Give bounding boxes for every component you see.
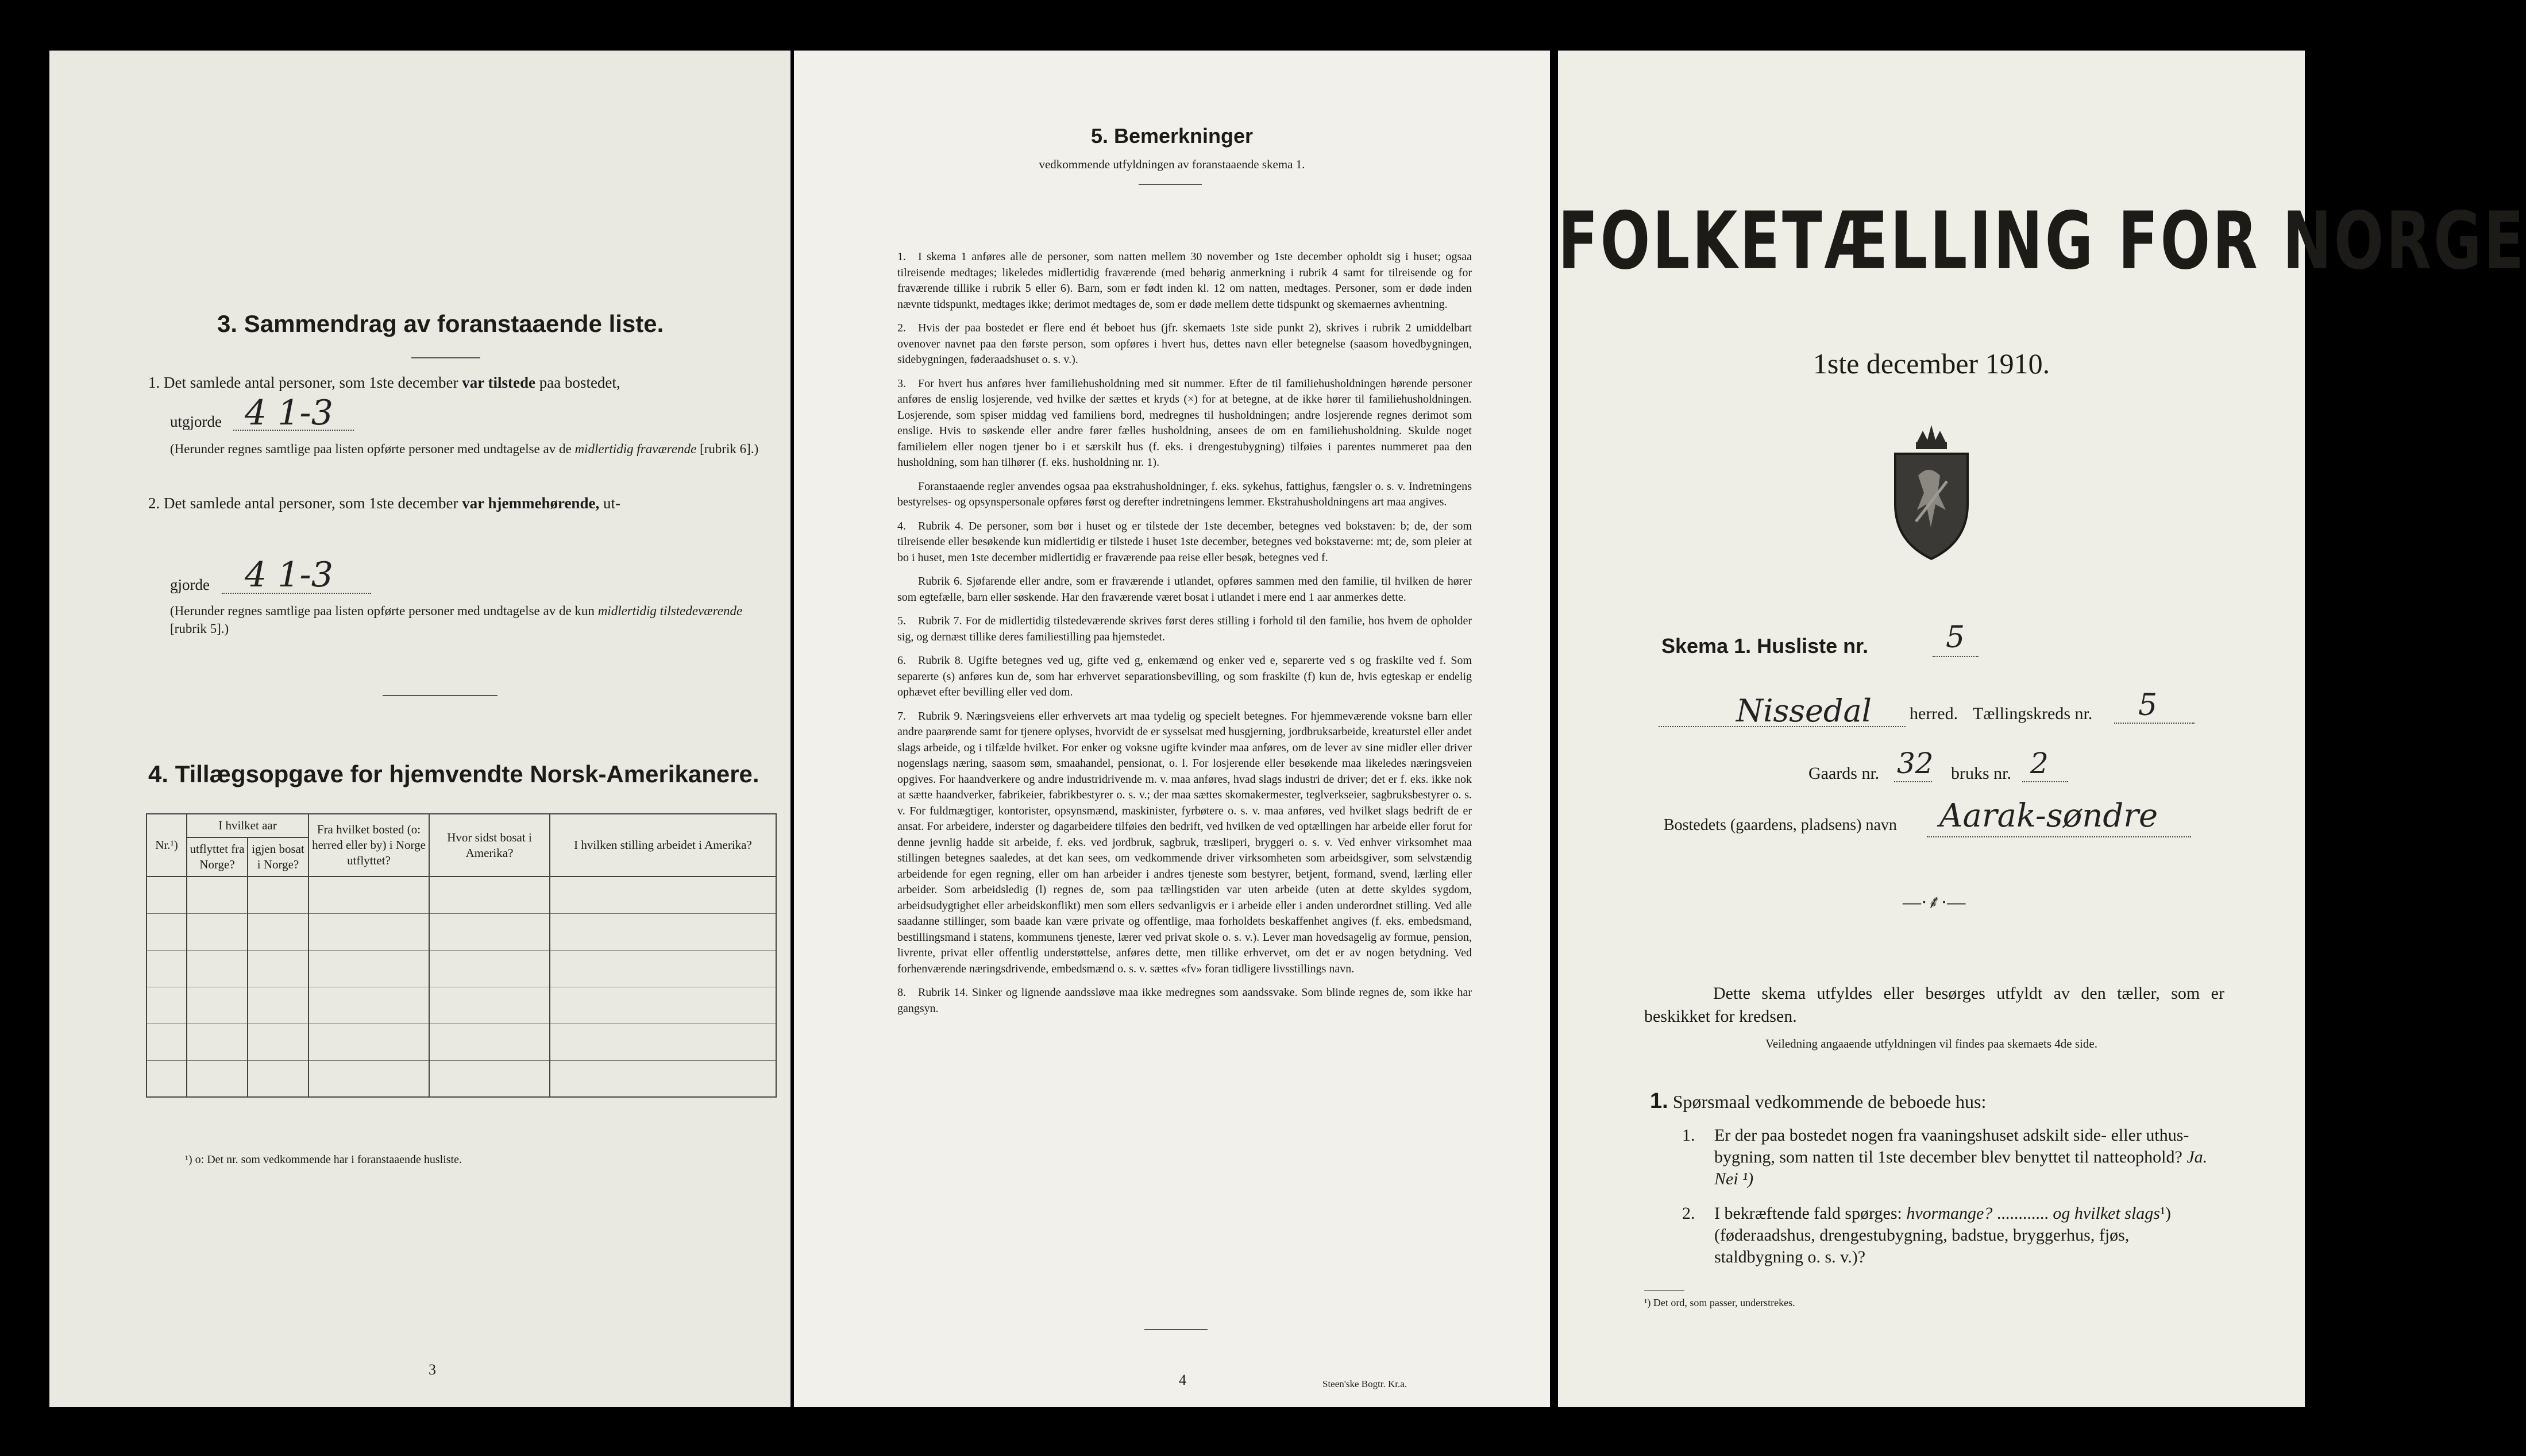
- fill-line: [1894, 781, 1932, 782]
- question-heading: 1. Spørsmaal vedkommende de beboede hus:: [1650, 1089, 1987, 1113]
- table-row: [146, 913, 776, 950]
- remark-paragraph: [897, 376, 1472, 471]
- remark-text: Rubrik 14. Sinker og lignende aandssløve maa ikke medregnes som aandssvake. Som blinde regnes de, som ikke har gangsyn.: [897, 986, 1472, 1015]
- kreds-value: 5: [2138, 688, 2158, 723]
- intro-note: Veiledning angaaende utfyldningen vil findes paa skemaets 4de side.: [1765, 1037, 2097, 1051]
- resident-count: 4 1-3: [245, 555, 333, 595]
- page-4: [794, 51, 1550, 1407]
- col-position: I hvilken stilling arbeidet i Amerika?: [550, 814, 776, 876]
- husliste-nr: 5: [1946, 620, 1965, 655]
- remark-number: 5.: [897, 615, 906, 627]
- table-row: [146, 950, 776, 987]
- remark-text: For hvert hus anføres hver familiehusholdning med sit nummer. Efter de til familiehusholdningen hørende personer anføres de enslig losjerende, ved hvilke der sættes et kryds (×) for at betegne, at de ikke hører til familiehusholdningen. Losjerende, som spiser middag ved familiens bord, medregnes til husholdningen; andre losjerende regnes derimot som enslige. Hvis to søskende eller andre fører fælles husholdning, ansees de om en familiehusholdning. Skulde noget familielem eller nogen tjener bo i et særskilt hus (f. eks. i drengestubygning) tilføies i parentes nummeret paa den husholdning, som han tilhører (f. eks. husholdning nr. 1).: [897, 377, 1472, 469]
- remark-number: 4.: [897, 519, 906, 532]
- remark-paragraph: [897, 320, 1472, 368]
- fill-line: [1933, 656, 1979, 657]
- bosted-label: Bostedets (gaardens, pladsens) navn: [1664, 816, 1897, 834]
- divider: [383, 695, 498, 696]
- bruks-label: bruks nr.: [1951, 764, 2011, 783]
- remark-text: Hvis der paa bostedet er flere end ét beboet hus (jfr. skemaets 1ste side punkt 2), skrives i rubrik 2 umiddelbart ovenover navnet paa den første person, som opføres i hvert hus, dettes navn eller betegnelse (saasom hovedbygningen, sidebygningen, føderaadshuset o. s. v.).: [897, 322, 1472, 366]
- remarks-heading: 5. Bemerkninger: [1090, 124, 1254, 148]
- kreds-label: Tællingskreds nr.: [1973, 704, 2093, 723]
- remark-text: I skema 1 anføres alle de personer, som natten mellem 30 november og 1ste december opholdt sig i huset; ogsaa tilreisende medtages; likeledes midlertidig fraværende (med behørig anmerkning i rubrik 4 samt for tilreisende og for fraværende tillike i rubrik 5 eller 6). Barn, som er født inden kl. 12 om natten, medtages. Personer, som er døde inden nævnte tidspunkt, medtages ikke; derimot medtages de, som er døde mellem dette tidspunkt og skemaernes avhentning.: [897, 250, 1472, 311]
- gaards-label: Gaards nr.: [1808, 764, 1880, 783]
- remark-text: Rubrik 8. Ugifte betegnes ved ug, gifte ved g, enkemænd og enker ved e, separerte ved s og fraskilte ved f. Som separerte (s) anføres kun de, som har erhvervet separationsbevilling, og som fraskilte (f) kun de, hvis egteskap er endelig ophævet efter bevilling eller ved dom.: [897, 654, 1472, 698]
- fill-line: [1927, 836, 2191, 837]
- table-row: [146, 1024, 776, 1060]
- remark-paragraph: [897, 653, 1472, 701]
- divider: [411, 357, 480, 358]
- remark-paragraph: [897, 709, 1472, 978]
- table-row: [146, 987, 776, 1024]
- section-4-heading: 4. Tillægsopgave for hjemvendte Norsk-Amerikanere.: [148, 760, 759, 787]
- remark-number: 2.: [897, 322, 906, 334]
- q1-answer: Ja. Nei ¹): [1714, 1148, 2208, 1188]
- section-3-heading: 3. Sammendrag av foranstaaende liste.: [217, 310, 664, 337]
- skema-label: Skema 1. Husliste nr.: [1661, 634, 1869, 658]
- summary-item-2: 2. Det samlede antal personer, som 1ste december var hjemmehørende, ut-: [148, 495, 620, 512]
- norway-coat-of-arms-icon: [1883, 418, 1980, 562]
- remark-text: Rubrik 4. De personer, som bør i huset og er tilstede der 1ste december, betegnes ved bokstaven: b; de, der som tilreisende eller besøkende kun midlertidig er tilstede i huset 1ste december, betegnes ved bokstaverne: mt; de, som pleier at bo i huset, men 1ste december midlertidig er fraværende paa reise eller besøk, betegnes ved f.: [897, 519, 1472, 564]
- present-count: 4 1-3: [245, 393, 333, 433]
- summary-item-1: 1. Det samlede antal personer, som 1ste december var tilstede paa bostedet,: [148, 374, 620, 391]
- remark-number: 6.: [897, 654, 906, 667]
- col-from: Fra hvilket bosted (o: herred eller by) i Norge utflyttet?: [308, 814, 429, 876]
- summary-note-2: (Herunder regnes samtlige paa listen opførte personer med undtagelse av de kun midlertidig tilstedeværende [rubrik 5].): [170, 604, 743, 636]
- remark-paragraph: [897, 519, 1472, 566]
- printer-imprint: Steen'ske Bogtr. Kr.a.: [1322, 1378, 1407, 1389]
- intro-text: Dette skema utfyldes eller besørges utfyldt av den tæller, som er beskikket for kredsen.: [1644, 984, 2224, 1026]
- remark-number: 3.: [897, 377, 906, 390]
- remark-text: Rubrik 7. For de midlertidig tilstedeværende skrives først deres stilling i forhold til den familie, hos hvem de opholder sig, og dernæst tillike deres familiestilling paa hjemstedet.: [897, 615, 1472, 643]
- table-row: [146, 876, 776, 913]
- table-row: [146, 1060, 776, 1097]
- remark-number: 1.: [897, 250, 906, 263]
- herred-label: herred.: [1910, 704, 1958, 723]
- divider: [1139, 184, 1202, 185]
- norsk-amerikanere-table: [146, 813, 777, 1098]
- remark-paragraph: [897, 985, 1472, 1017]
- page-1: [1558, 51, 2526, 1407]
- remark-paragraph: [897, 479, 1472, 511]
- remark-text: Foranstaaende regler anvendes ogsaa paa ekstrahusholdninger, f. eks. sykehus, fattighus, fængsler o. s. v. Indretningens bestyrelses- og opsynspersonale opføres først og derefter indretningens lemmer. Ekstrahusholdningens art maa angives.: [897, 480, 1472, 508]
- utgjorde-label: utgjorde: [170, 413, 222, 430]
- ornament-divider: —·⸙·—: [1903, 891, 1966, 912]
- census-date: 1ste december 1910.: [1812, 347, 2050, 380]
- page-number: 4: [1179, 1372, 1186, 1388]
- col-returned: igjen bosat i Norge?: [248, 837, 308, 876]
- remark-paragraph: [897, 249, 1472, 312]
- gaards-value: 32: [1897, 747, 1934, 780]
- col-group-year: I hvilket aar: [187, 814, 308, 837]
- bruks-value: 2: [2030, 747, 2049, 780]
- census-title: FOLKETÆLLING FOR NORGE: [1558, 195, 2526, 288]
- table-footnote: ¹) o: Det nr. som vedkommende har i foranstaaende husliste.: [185, 1153, 462, 1166]
- fill-line: [2114, 723, 2195, 724]
- herred-value: Nissedal: [1736, 693, 1872, 729]
- remark-number: 7.: [897, 709, 906, 723]
- page-1-footnote: ¹) Det ord, som passer, understrekes.: [1644, 1297, 1795, 1308]
- remark-paragraph: [897, 613, 1472, 645]
- bosted-value: Aarak-søndre: [1939, 797, 2158, 835]
- fill-line: [2022, 781, 2068, 782]
- remark-paragraph: [897, 574, 1472, 605]
- col-emigrated: utflyttet fra Norge?: [187, 837, 248, 876]
- page-3: [49, 51, 790, 1407]
- remark-text: Rubrik 6. Sjøfarende eller andre, som er fraværende i utlandet, opføres sammen med den familie, til hvilken de hører som egtefælle, barn eller søskende. Har den fraværende været bosat i utlandet i mere end 1 aar anmerkes dette.: [897, 575, 1472, 604]
- remark-number: 8.: [897, 986, 906, 999]
- gjorde-label: gjorde: [170, 576, 210, 593]
- col-america: Hvor sidst bosat i Amerika?: [429, 814, 550, 876]
- question-1: 1. Er der paa bostedet nogen fra vaaningshuset adskilt side- eller uthus-bygning, som natten til 1ste december blev benyttet til natteophold? Ja. Nei ¹): [1682, 1126, 2208, 1188]
- remark-text: Rubrik 9. Næringsveiens eller erhvervets art maa tydelig og specielt betegnes. For hjemmeværende voksne barn eller andre paarørende samt for tjenere oplyses, hvorvidt de er sysselsat med husgjerning, jordbruksarbeide, kreaturstel eller andet slags arbeide, og i tilfælde hvilket. For enker og voksne ugifte kvinder maa anføres, om de lever av sine midler eller driver nogenslags næring, saasom søm, smaahandel, pensionat, o. l. For losjerende eller besøkende maa likeledes næringsveien opgives. For haandverkere og andre industridrivende m. v. maa anføres, hvad slags industri de driver; det er f. eks. ikke nok at sætte haandverker, fabrikeier, fabrikbestyrer o. s. v.; der maa sættes skomakermester, teglverkseier, sagbruksbestyrer o. s. v. For fuldmægtiger, kontorister, opsynsmænd, maskinister, fyrbøtere o. s. v. maa anføres, ved hvilket slags bedrift de er ansat. For arbeidere, inderster og dagarbeidere tilføies den bedrift, ved hvilken de ved optællingen har arbeide eller forut for denne jevnlig hadde sit arbeide, f. eks. ved jordbruk, sagbruk, træsliperi, bryggeri o. s. v. Ved enhver virksomhet maa stillingen betegnes saaledes, at det kan sees, om vedkommende driver virksomheten som arbeidsgiver, som selvstændig arbeidende for egen regning, eller om han arbeider i andres tjeneste som bestyrer, betjent, formand, svend, lærling eller arbeider. Som arbeidsledig (l) regnes de, som paa tællingstiden var uten arbeide (uten at dette skyldes sygdom, arbeidsudygtighet eller arbeidskonflikt) men som ellers sedvanligvis er i arbeide eller i anden underordnet stilling. Ved alle saadanne stillinger, som baade kan være private og offentlige, maa forholdets beskaffenhet angives (f. eks. embedsmand, bestillingsmand i statens, kommunens tjeneste, lærer ved privat skole o. s. v.). Lever man hovedsagelig av formue, pension, livrente, privat eller offentlig understøttelse, anføres dette, men tillike erhvervet, om det er av nogen betydning. Ved forhenværende næringsdrivende, embedsmænd o. s. v. sættes «fv» foran tidligere livsstillings navn.: [897, 709, 1472, 975]
- divider: [1644, 1290, 1684, 1291]
- remarks-list: [897, 249, 1472, 1025]
- question-2: 2. I bekræftende fald spørges: hvormange? ............ og hvilket slags¹) (føderaadshus, drengestubygning, badstue, bryggerhus, fjøs, staldbygning o. s. v.)?: [1682, 1204, 2171, 1266]
- page-number: 3: [429, 1361, 436, 1378]
- summary-note-1: (Herunder regnes samtlige paa listen opførte personer med undtagelse av de midlertidig fraværende [rubrik 6].): [170, 442, 759, 456]
- divider: [1144, 1329, 1208, 1330]
- remarks-subheading: vedkommende utfyldningen av foranstaaende skema 1.: [1039, 157, 1305, 171]
- col-nr: Nr.¹): [146, 814, 187, 876]
